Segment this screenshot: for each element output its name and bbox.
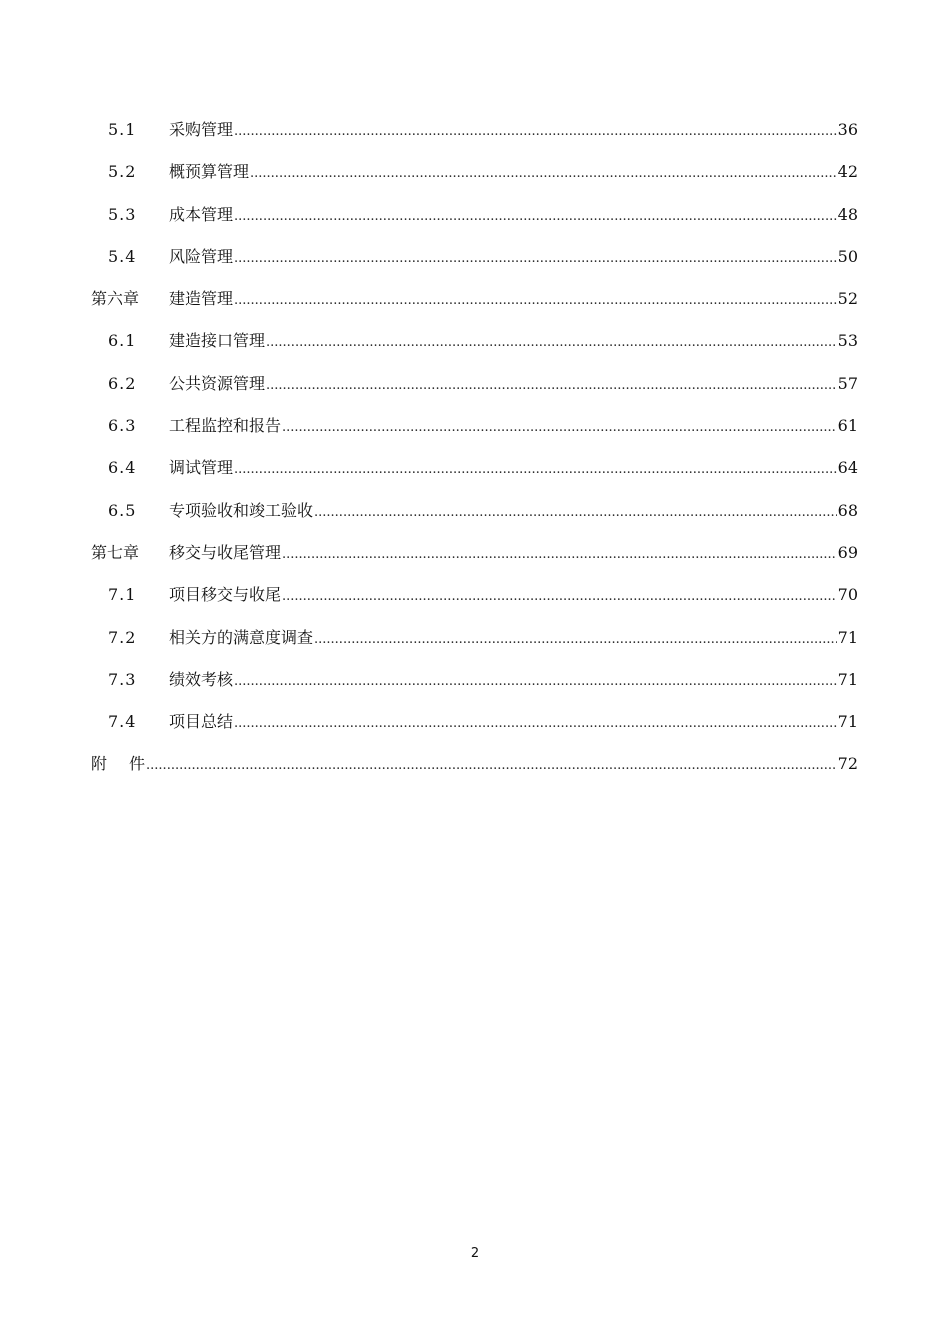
toc-entry-number: 5.4 — [108, 246, 137, 266]
toc-entry-line — [169, 416, 858, 438]
toc-entry-title: 建造接口管理 — [169, 331, 266, 351]
toc-entry[interactable] — [0, 108, 950, 150]
toc-dot-leader — [282, 545, 837, 565]
toc-dot-leader — [234, 122, 837, 142]
toc-chapter-entry[interactable] — [0, 277, 950, 319]
toc-appendix-title — [91, 754, 145, 774]
toc-entry-number: 6.1 — [108, 331, 137, 351]
toc-entry[interactable] — [0, 700, 950, 742]
toc-entry-line — [169, 543, 858, 565]
toc-entry-title: 相关方的满意度调查 — [169, 627, 314, 647]
toc-entry-title: 公共资源管理 — [169, 373, 266, 393]
toc-entry-page: 42 — [837, 162, 858, 182]
toc-entry-line — [169, 712, 858, 734]
toc-entry-page: 53 — [837, 331, 858, 351]
toc-entry-page: 50 — [837, 246, 858, 266]
toc-entry-line — [169, 585, 858, 607]
toc-entry-line — [169, 247, 858, 269]
toc-entry-page: 36 — [837, 120, 858, 139]
toc-entry-line — [169, 120, 858, 142]
toc-entry[interactable] — [0, 150, 950, 192]
toc-entry-number: 5.3 — [108, 204, 137, 224]
toc-entry-page: 71 — [837, 627, 858, 647]
toc-dot-leader — [314, 630, 837, 650]
toc-entry[interactable] — [0, 489, 950, 531]
toc-dot-leader — [282, 418, 837, 438]
toc-entry-number: 6.4 — [108, 458, 137, 478]
toc-entry[interactable] — [0, 658, 950, 700]
toc-entry[interactable] — [0, 319, 950, 361]
toc-entry-page: 71 — [837, 669, 858, 689]
toc-entry-page: 64 — [837, 458, 858, 478]
toc-entry-page: 69 — [837, 542, 858, 562]
toc-dot-leader — [282, 587, 837, 607]
toc-entry-line — [169, 458, 858, 480]
toc-entry-number: 5.1 — [108, 120, 137, 139]
toc-dot-leader — [234, 207, 837, 227]
toc-dot-leader — [234, 714, 837, 734]
toc-entry-title: 概预算管理 — [169, 162, 250, 182]
toc-entry-page: 71 — [837, 712, 858, 732]
toc-entry-number: 7.3 — [108, 669, 137, 689]
toc-dot-leader — [314, 503, 837, 523]
toc-entry[interactable] — [0, 235, 950, 277]
toc-entry-title: 项目总结 — [169, 712, 234, 732]
toc-entry-page: 68 — [837, 500, 858, 520]
toc-dot-leader — [234, 460, 837, 480]
toc-dot-leader — [250, 164, 837, 184]
toc-entry-number: 7.1 — [108, 585, 137, 605]
toc-entry-page: 70 — [837, 585, 858, 605]
toc-chapter-title: 建造管理 — [169, 289, 234, 309]
toc-chapter-number: 第六章 — [91, 289, 140, 309]
toc-dot-leader — [146, 756, 837, 776]
toc-entry-line — [169, 289, 858, 311]
toc-dot-leader — [234, 672, 837, 692]
toc-entry-page: 57 — [837, 373, 858, 393]
toc-entry-line — [169, 205, 858, 227]
toc-entry[interactable] — [0, 446, 950, 488]
toc-entry-title: 绩效考核 — [169, 669, 234, 689]
toc-entry-line — [169, 670, 858, 692]
toc-entry[interactable] — [0, 362, 950, 404]
toc-dot-leader — [234, 249, 837, 269]
toc-entry-line — [169, 331, 858, 353]
toc-dot-leader — [234, 291, 837, 311]
toc-chapter-number: 第七章 — [91, 542, 140, 562]
toc-entry-number: 7.2 — [108, 627, 137, 647]
toc-entry-line — [169, 628, 858, 650]
toc-entry-page: 61 — [837, 416, 858, 436]
toc-appendix-title-b: 件 — [129, 754, 146, 774]
toc-entry-title: 风险管理 — [169, 246, 234, 266]
toc-entry[interactable] — [0, 404, 950, 446]
toc-entry-number: 6.2 — [108, 373, 137, 393]
toc-entry-line — [169, 162, 858, 184]
toc-entry-title: 采购管理 — [169, 120, 234, 139]
toc-entry-title: 工程监控和报告 — [169, 416, 282, 436]
toc-dot-leader — [266, 376, 837, 396]
page-number: 2 — [470, 1246, 480, 1261]
toc-entry-number: 6.5 — [108, 500, 137, 520]
toc-appendix-entry[interactable] — [0, 742, 950, 784]
table-of-contents — [0, 108, 950, 785]
toc-entry-line — [169, 374, 858, 396]
toc-entry[interactable] — [0, 193, 950, 235]
toc-entry-page: 52 — [837, 289, 858, 309]
toc-chapter-title: 移交与收尾管理 — [169, 542, 282, 562]
toc-entry-title: 专项验收和竣工验收 — [169, 500, 314, 520]
toc-entry-line — [91, 754, 858, 776]
toc-entry-page: 48 — [837, 204, 858, 224]
toc-entry-title: 调试管理 — [169, 458, 234, 478]
toc-entry-title: 项目移交与收尾 — [169, 585, 282, 605]
toc-chapter-entry[interactable] — [0, 531, 950, 573]
toc-appendix-title-a: 附 — [91, 754, 108, 774]
toc-entry-title: 成本管理 — [169, 204, 234, 224]
toc-entry-number: 6.3 — [108, 416, 137, 436]
toc-entry[interactable] — [0, 616, 950, 658]
toc-dot-leader — [266, 333, 837, 353]
toc-entry-page: 72 — [837, 754, 858, 774]
toc-entry-number: 5.2 — [108, 162, 137, 182]
toc-entry-line — [169, 501, 858, 523]
toc-entry[interactable] — [0, 573, 950, 615]
toc-entry-number: 7.4 — [108, 712, 137, 732]
